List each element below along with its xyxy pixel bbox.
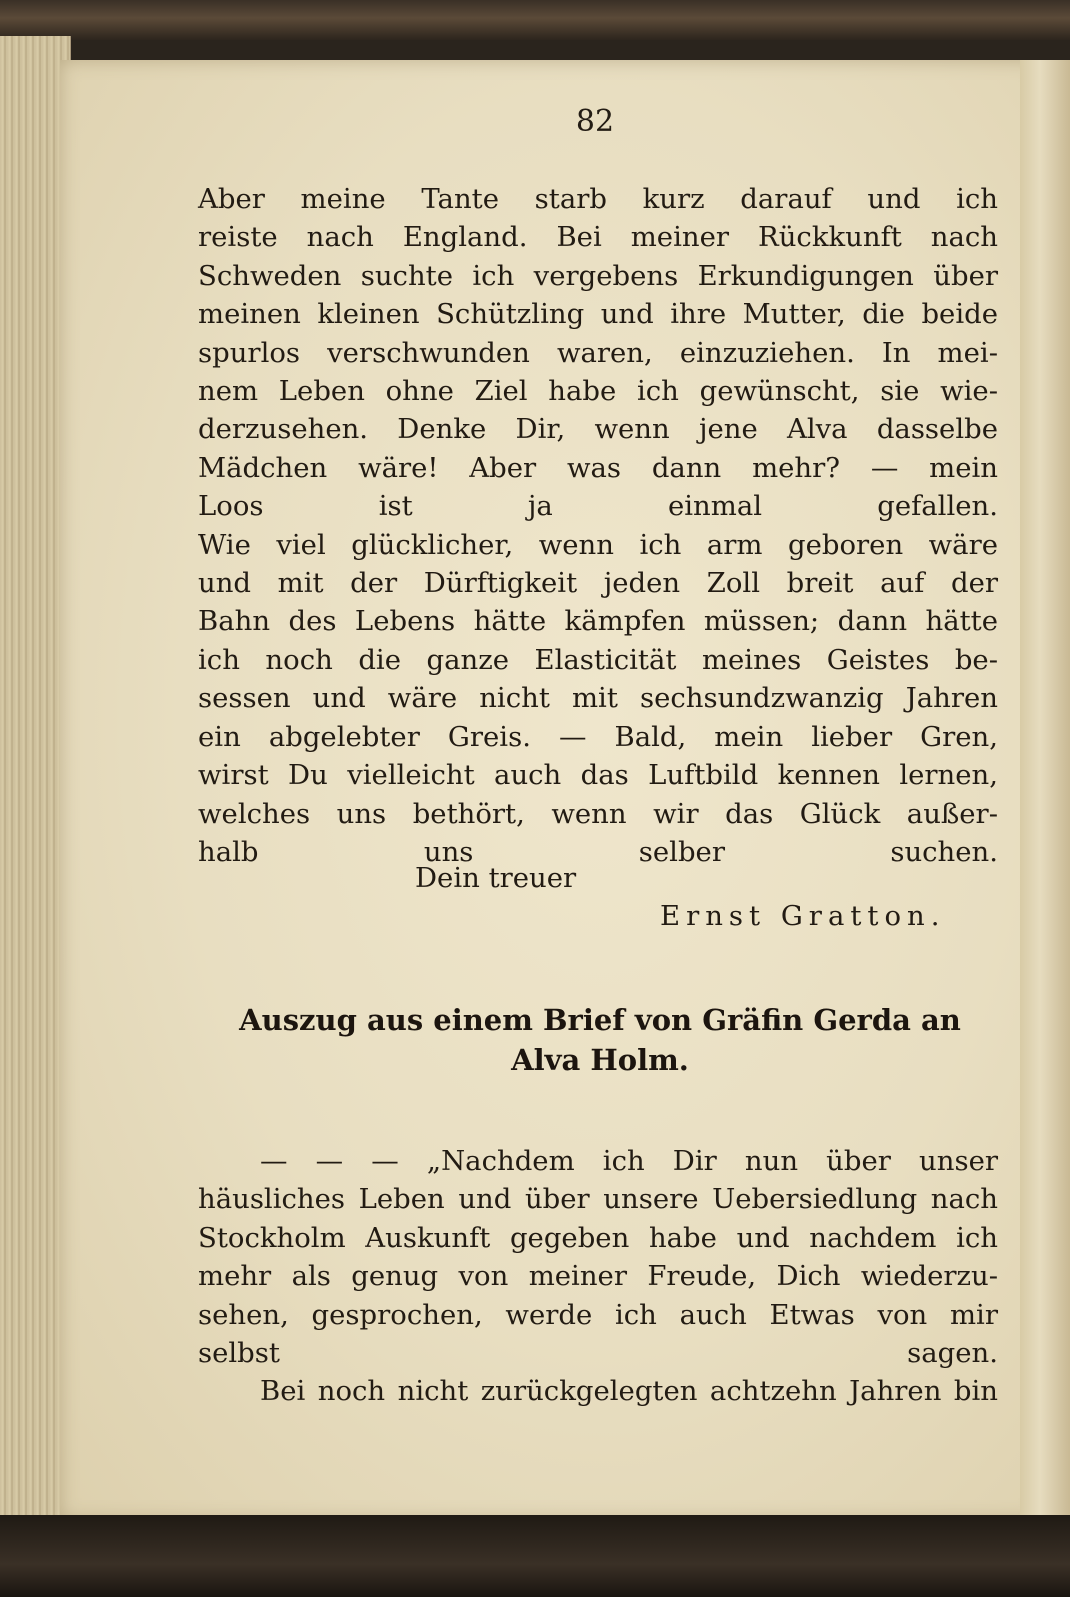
letter-paragraph-2 [198, 526, 998, 872]
text-line: reiste nach England. Bei meiner Rückkunft nach [198, 221, 998, 254]
text-line: nem Leben ohne Ziel habe ich gewünscht, sie wie- [198, 375, 998, 408]
text-line: sehen, gesprochen, werde ich auch Etwas von mir [198, 1298, 998, 1331]
page-number: 82 [575, 104, 615, 139]
text-line: Aber meine Tante starb kurz darauf und ich [198, 183, 998, 215]
text-line: ein abgelebter Greis. — Bald, mein lieber Gren, [198, 720, 998, 753]
text-line: derzusehen. Denke Dir, wenn jene Alva dasselbe [198, 413, 998, 446]
text-line: Bahn des Lebens hätte kämpfen müssen; dann hätte [198, 605, 998, 638]
text-line: Loos ist ja einmal gefallen. [198, 490, 998, 523]
text-line: mehr als genug von meiner Freude, Dich wiederzu- [198, 1260, 998, 1293]
text-line: häusliches Leben und über unsere Uebersiedlung nach [198, 1183, 998, 1216]
letter-paragraph-1 [198, 180, 998, 526]
text-line: meinen kleinen Schützling und ihre Mutter, die beide [198, 298, 998, 331]
excerpt-paragraph-1-body [198, 1180, 998, 1372]
text-line: Wie viel glücklicher, wenn ich arm geboren wäre [198, 528, 998, 561]
page-gutter [1020, 60, 1070, 1520]
text-line: Stockholm Auskunft gegeben habe und nachdem ich [198, 1221, 998, 1254]
text-line: halb uns selber suchen. [198, 835, 998, 868]
text-line: spurlos verschwunden waren, einzuziehen. In mei- [198, 336, 998, 369]
letter-text [198, 180, 998, 871]
excerpt-text [198, 1142, 998, 1411]
text-line: wirst Du vielleicht auch das Luftbild kennen lernen, [198, 759, 998, 792]
book-bottom-edge [0, 1515, 1070, 1597]
letter-signature: Ernst Gratton. [660, 900, 946, 932]
heading-line: Auszug aus einem Brief von Gräfin Gerda an [239, 1003, 961, 1037]
text-line: selbst sagen. [198, 1337, 998, 1370]
letter-closing: Dein treuer [415, 862, 577, 894]
text-line: ich noch die ganze Elasticität meines Geistes be- [198, 643, 998, 676]
text-line: Schweden suchte ich vergebens Erkundigungen über [198, 259, 998, 292]
excerpt-paragraph-2 [198, 1372, 998, 1410]
text-line: und mit der Dürftigkeit jeden Zoll breit auf der [198, 567, 998, 600]
book-binding [0, 0, 1070, 40]
section-heading [210, 1000, 990, 1080]
excerpt-paragraph-1 [198, 1142, 998, 1180]
text-line: welches uns bethört, wenn wir das Glück außer- [198, 797, 998, 830]
heading-line: Alva Holm. [511, 1043, 689, 1077]
text-line: Mädchen wäre! Aber was dann mehr? — mein [198, 451, 998, 484]
text-line: sessen und wäre nicht mit sechsundzwanzig Jahren [198, 682, 998, 715]
text-line: — — — „Nachdem ich Dir nun über unser [260, 1145, 998, 1177]
text-line: Bei noch nicht zurückgelegten achtzehn Jahren bin [260, 1375, 998, 1408]
